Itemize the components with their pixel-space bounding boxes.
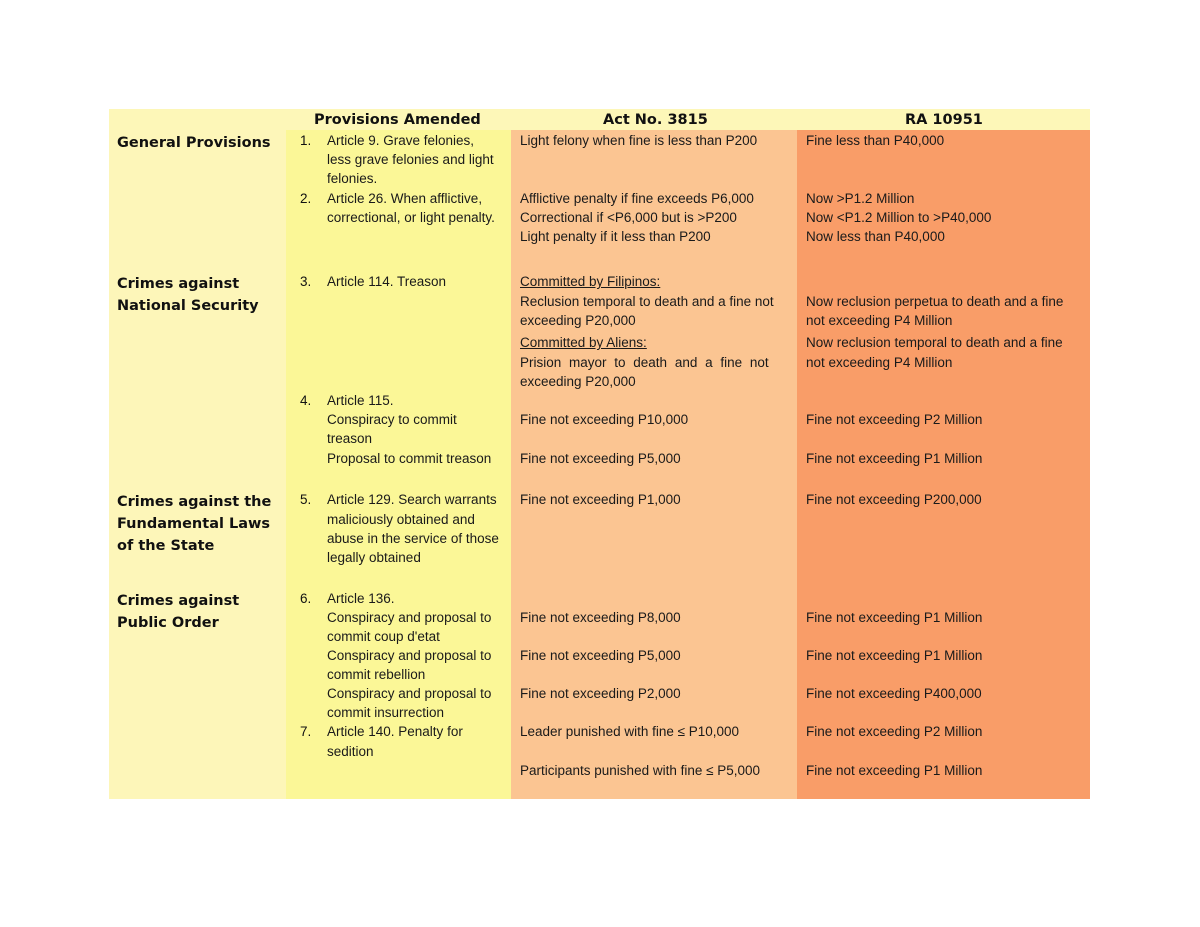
item-number: 7.	[300, 724, 312, 739]
ra-penalty-text: Now less than P40,000	[806, 229, 945, 244]
ra-10951-column	[797, 109, 1090, 799]
act-penalty-text: Leader punished with fine ≤ P10,000	[520, 724, 740, 739]
act-penalty-text: Fine not exceeding P10,000	[520, 412, 689, 427]
act-penalty-text: Light felony when fine is less than P200	[520, 133, 758, 148]
provision-6-line: Conspiracy and proposal to	[327, 648, 492, 663]
act-penalty-text: Correctional if <P6,000 but is >P200	[520, 210, 737, 225]
ra-penalty-text: Fine not exceeding P2 Million	[806, 412, 983, 427]
ra-penalty-text: Fine not exceeding P200,000	[806, 492, 982, 507]
provision-2-line: correctional, or light penalty.	[327, 210, 495, 225]
provision-6-line: commit insurrection	[327, 705, 445, 720]
act-penalty-text: Fine not exceeding P1,000	[520, 492, 681, 507]
provision-1-line: less grave felonies and light	[327, 152, 494, 167]
provision-7-line: sedition	[327, 744, 374, 759]
ra-penalty-text: Now >P1.2 Million	[806, 191, 915, 206]
provision-6-line: Article 136.	[327, 591, 395, 606]
item-number: 2.	[300, 191, 312, 206]
item-number: 5.	[300, 492, 312, 507]
category-general-provisions: General Provisions	[117, 135, 271, 151]
provision-4-line: Article 115.	[327, 393, 394, 408]
ra-penalty-text: Fine not exceeding P1 Million	[806, 763, 983, 778]
provision-4-line: treason	[327, 431, 373, 446]
item-number: 1.	[300, 133, 312, 148]
category-fundamental-laws: Crimes against the Fundamental Laws of the State	[117, 494, 272, 554]
act-penalty-text: Prision mayor to death and a fine not	[520, 355, 769, 370]
header-act-3815: Act No. 3815	[603, 112, 708, 128]
provision-4-line: Conspiracy to commit	[327, 412, 457, 427]
act-penalty-text: Fine not exceeding P8,000	[520, 610, 681, 625]
category-column	[109, 109, 286, 799]
provision-6-line: Conspiracy and proposal to	[327, 686, 492, 701]
provision-5-line: maliciously obtained and	[327, 512, 475, 527]
header-band	[109, 109, 286, 130]
item-number: 6.	[300, 591, 312, 606]
provision-2-line: Article 26. When afflictive,	[327, 191, 483, 206]
act-penalty-text: Participants punished with fine ≤ P5,000	[520, 763, 761, 778]
ra-penalty-text: not exceeding P4 Million	[806, 355, 953, 370]
ra-penalty-text: Fine not exceeding P1 Million	[806, 451, 983, 466]
provision-6-line: commit rebellion	[327, 667, 426, 682]
ra-penalty-text: Fine less than P40,000	[806, 133, 945, 148]
provision-6-line: commit coup d'etat	[327, 629, 440, 644]
ra-penalty-text: not exceeding P4 Million	[806, 313, 953, 328]
ra-penalty-text: Fine not exceeding P2 Million	[806, 724, 983, 739]
provision-6-line: Conspiracy and proposal to	[327, 610, 492, 625]
act-penalty-text: Reclusion temporal to death and a fine not	[520, 294, 774, 309]
act-penalty-text: Afflictive penalty if fine exceeds P6,000	[520, 191, 754, 206]
category-national-security: Crimes against National Security	[117, 276, 259, 314]
act-penalty-text: exceeding P20,000	[520, 313, 636, 328]
header-provisions: Provisions Amended	[314, 112, 481, 128]
aliens-label: Committed by Aliens:	[520, 335, 647, 350]
filipinos-label: Committed by Filipinos:	[520, 274, 661, 289]
provision-1-line: felonies.	[327, 171, 378, 186]
act-penalty-text: Light penalty if it less than P200	[520, 229, 711, 244]
ra-penalty-text: Fine not exceeding P1 Million	[806, 648, 983, 663]
provisions-column	[286, 109, 511, 799]
provision-7-line: Article 140. Penalty for	[327, 724, 463, 739]
header-ra-10951: RA 10951	[905, 112, 983, 128]
provision-5-line: legally obtained	[327, 550, 421, 565]
ra-penalty-text: Now reclusion perpetua to death and a fine	[806, 294, 1064, 309]
provision-5-line: Article 129. Search warrants	[327, 492, 497, 507]
act-penalty-text: Fine not exceeding P2,000	[520, 686, 681, 701]
ra-penalty-text: Now <P1.2 Million to >P40,000	[806, 210, 992, 225]
ra-penalty-text: Fine not exceeding P1 Million	[806, 610, 983, 625]
ra-penalty-text: Now reclusion temporal to death and a fine	[806, 335, 1063, 350]
act-penalty-text: Fine not exceeding P5,000	[520, 648, 681, 663]
item-number: 4.	[300, 393, 312, 408]
act-3815-column	[511, 109, 797, 799]
ra-penalty-text: Fine not exceeding P400,000	[806, 686, 982, 701]
provision-5-line: abuse in the service of those	[327, 531, 499, 546]
act-penalty-text: exceeding P20,000	[520, 374, 636, 389]
comparison-table	[109, 109, 1090, 799]
provision-3-line: Article 114. Treason	[327, 274, 447, 289]
act-penalty-text: Fine not exceeding P5,000	[520, 451, 681, 466]
item-number: 3.	[300, 274, 312, 289]
provision-1-line: Article 9. Grave felonies,	[327, 133, 475, 148]
category-public-order: Crimes against Public Order	[117, 593, 240, 631]
provision-4-line: Proposal to commit treason	[327, 451, 492, 466]
